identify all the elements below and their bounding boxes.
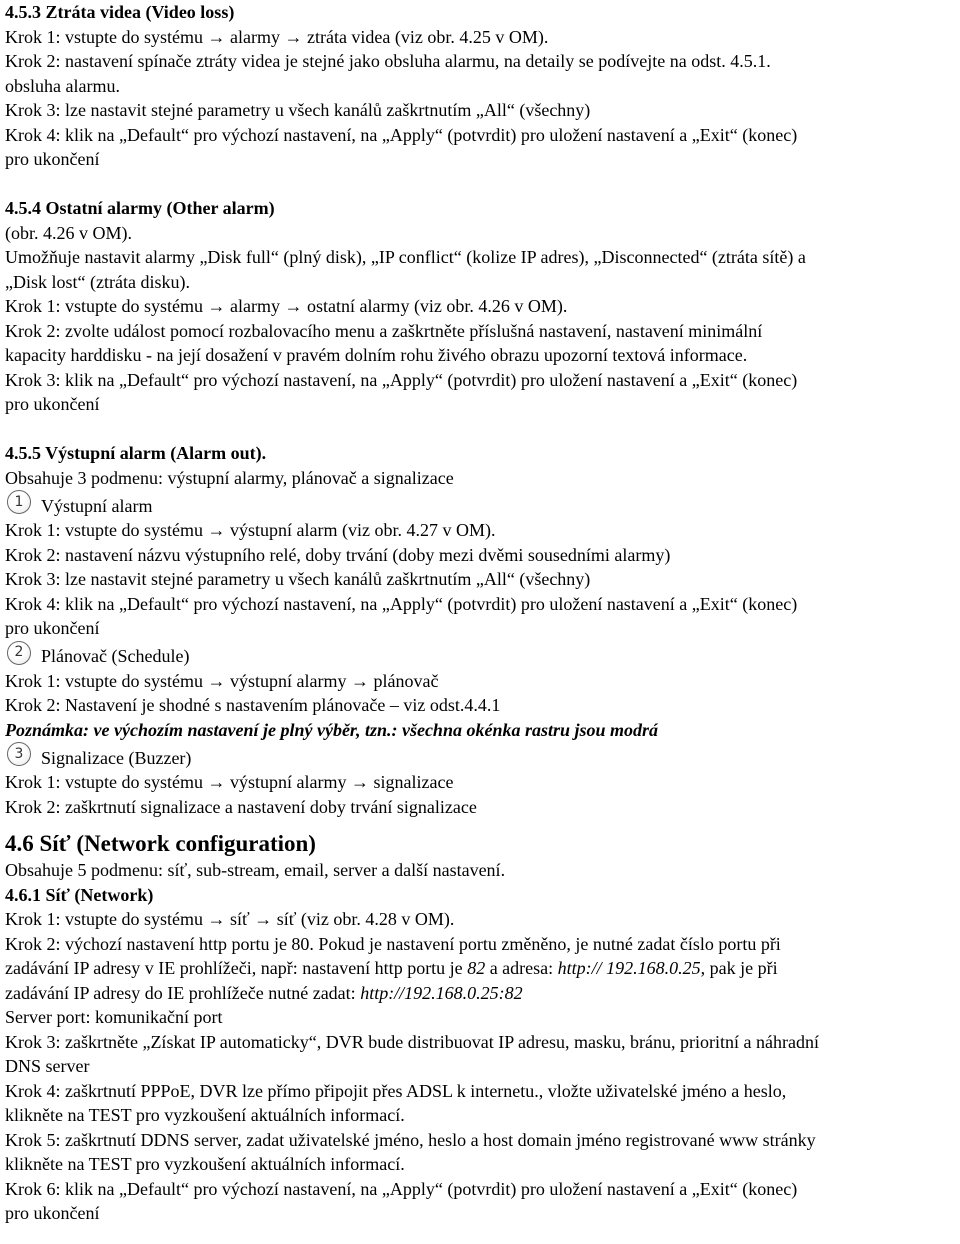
submenu-title: Plánovač (Schedule): [41, 646, 190, 666]
text-line: klikněte na TEST pro vyzkoušení aktuálních informací.: [5, 1105, 405, 1125]
address-example: http:// 192.168.0.25: [557, 958, 701, 978]
text-line: pro ukončení: [5, 149, 100, 169]
text-line: Krok 4: klik na „Default“ pro výchozí nastavení, na „Apply“ (potvrdit) pro uložení nastavení a „Exit“ (konec): [5, 593, 798, 614]
text-line: Krok 3: klik na „Default“ pro výchozí nastavení, na „Apply“ (potvrdit) pro uložení nastavení a „Exit“ (konec): [5, 369, 798, 390]
text-line: „Disk lost“ (ztráta disku).: [5, 271, 190, 292]
text-line: [5, 981, 955, 1006]
text-line: Krok 2: zaškrtnutí signalizace a nastavení doby trvání signalizace: [5, 796, 477, 817]
text-line: Krok 5: zaškrtnutí DDNS server, zadat uživatelské jméno, heslo a host domain jméno registrované www stránky: [5, 1129, 816, 1150]
text-line: Krok 1: vstupte do systému → výstupní alarmy → plánovač: [5, 670, 439, 691]
submenu-heading-1: [5, 490, 955, 518]
text-line: [5, 956, 955, 981]
spacer: [5, 172, 955, 197]
text-span: zadávání IP adresy v IE prohlížeči, např: nastavení http portu je: [5, 958, 468, 978]
text-line: Krok 3: lze nastavit stejné parametry u všech kanálů zaškrtnutím „All“ (všechny): [5, 100, 591, 120]
text-span: , pak je při: [700, 958, 778, 978]
heading-4-5-5: 4.5.5 Výstupní alarm (Alarm out).: [5, 443, 267, 463]
text-line: Krok 3: lze nastavit stejné parametry u všech kanálů zaškrtnutím „All“ (všechny): [5, 569, 591, 589]
text-span: zadávání IP adresy do IE prohlížeče nutné zadat:: [5, 982, 361, 1003]
text-line: Krok 6: klik na „Default“ pro výchozí nastavení, na „Apply“ (potvrdit) pro uložení nastavení a „Exit“ (konec): [5, 1178, 798, 1199]
text-span: a adresa:: [485, 958, 558, 978]
heading-4-5-4: 4.5.4 Ostatní alarmy (Other alarm): [5, 198, 275, 218]
text-line: Krok 2: nastavení názvu výstupního relé, doby trvání (doby mezi dvěmi sousedními alarmy): [5, 544, 671, 565]
text-line: Krok 2: Nastavení je shodné s nastavením plánovače – viz odst.4.4.1: [5, 695, 501, 715]
circled-number-1-icon: 1: [7, 490, 31, 514]
text-line: Umožňuje nastavit alarmy „Disk full“ (plný disk), „IP conflict“ (kolize IP adres), „Disconnected“ (ztráta sítě) a: [5, 247, 806, 267]
circled-number-3-icon: 3: [7, 742, 31, 766]
heading-4-6-1: 4.6.1 Síť (Network): [5, 884, 154, 905]
text-line: (obr. 4.26 v OM).: [5, 222, 132, 243]
text-line: Krok 4: klik na „Default“ pro výchozí nastavení, na „Apply“ (potvrdit) pro uložení nastavení a „Exit“ (konec): [5, 124, 798, 145]
spacer: [5, 417, 955, 442]
text-line: Krok 1: vstupte do systému → alarmy → ztráta videa (viz obr. 4.25 v OM).: [5, 26, 549, 47]
text-line: obsluha alarmu.: [5, 75, 120, 96]
text-line: pro ukončení: [5, 618, 100, 638]
document-page: [5, 0, 955, 1226]
text-line: Obsahuje 3 podmenu: výstupní alarmy, plánovač a signalizace: [5, 467, 454, 488]
text-line: Krok 1: vstupte do systému → síť → síť (viz obr. 4.28 v OM).: [5, 909, 455, 929]
text-line: Krok 3: zaškrtněte „Získat IP automaticky“, DVR bude distribuovat IP adresu, masku, bránu, prioritní a náhradní: [5, 1031, 819, 1052]
submenu-title: Signalizace (Buzzer): [41, 747, 192, 768]
text-line: Krok 2: zvolte událost pomocí rozbalovacího menu a zaškrtněte příslušná nastavení, nastavení minimální: [5, 320, 763, 341]
text-line: DNS server: [5, 1056, 90, 1076]
url-example: http://192.168.0.25:82: [360, 982, 523, 1003]
circled-number-2-icon: 2: [7, 641, 31, 665]
note-line: Poznámka: ve výchozím nastavení je plný výběr, tzn.: všechna okénka rastru jsou modrá: [5, 719, 659, 740]
text-line: Obsahuje 5 podmenu: síť, sub-stream, email, server a další nastavení.: [5, 860, 506, 880]
heading-4-5-3: 4.5.3 Ztráta videa (Video loss): [5, 2, 235, 22]
text-line: Krok 2: výchozí nastavení http portu je 80. Pokud je nastavení portu změněno, je nutné zadat číslo portu při: [5, 933, 781, 954]
submenu-heading-2: [5, 641, 955, 669]
text-line: Krok 1: vstupte do systému → alarmy → ostatní alarmy (viz obr. 4.26 v OM).: [5, 296, 568, 316]
text-line: Krok 1: vstupte do systému → výstupní alarmy → signalizace: [5, 772, 454, 792]
submenu-heading-3: [5, 742, 955, 770]
text-line: pro ukončení: [5, 394, 100, 414]
text-line: pro ukončení: [5, 1203, 100, 1223]
text-line: Krok 1: vstupte do systému → výstupní alarm (viz obr. 4.27 v OM).: [5, 520, 496, 540]
text-line: kapacity harddisku - na její dosažení v pravém dolním rohu živého obrazu upozorní textová informace.: [5, 345, 748, 365]
submenu-title: Výstupní alarm: [41, 495, 153, 516]
text-line: Krok 2: nastavení spínače ztráty videa je stejné jako obsluha alarmu, na detaily se podívejte na odst. 4.5.1.: [5, 51, 771, 71]
heading-4-6: 4.6 Síť (Network configuration): [5, 831, 316, 856]
text-line: Krok 4: zaškrtnutí PPPoE, DVR lze přímo připojit přes ADSL k internetu., vložte uživatelské jméno a heslo,: [5, 1080, 787, 1101]
port-example: 82: [467, 958, 486, 978]
text-line: klikněte na TEST pro vyzkoušení aktuálních informací.: [5, 1154, 405, 1174]
text-line: Server port: komunikační port: [5, 1007, 223, 1027]
